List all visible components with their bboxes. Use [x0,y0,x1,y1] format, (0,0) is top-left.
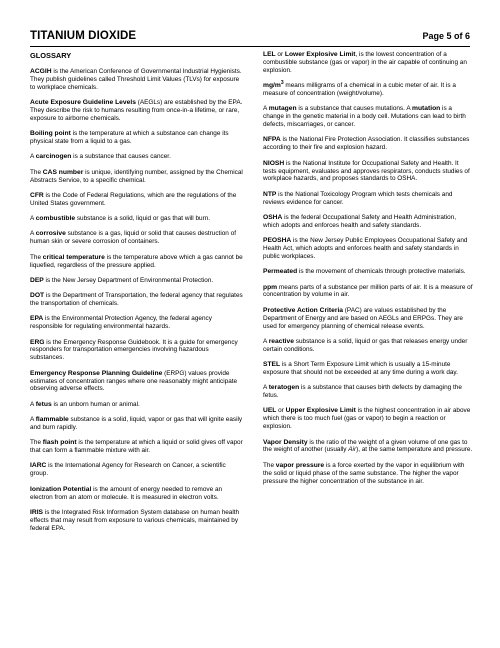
glossary-term: corrosive [35,230,66,238]
glossary-term: mutation [412,105,441,113]
glossary-term: mg/m [263,82,281,90]
glossary-entry [263,268,473,276]
entry-text: A [263,384,269,392]
entry-definition: is the National Toxicology Program which tests chemicals and reviews evidence for cancer. [263,190,453,206]
glossary-term: EPA [30,315,44,323]
entry-definition: (PAC) are values established by the Department of Energy and are based on AEGLs and ERPGs. They are used for emergency planning of chemical release events. [263,306,463,330]
glossary-entry [263,51,473,75]
glossary-entry [263,214,473,230]
entry-definition: is the New Jersey Public Employees Occupational Safety and Health Act, which adopts and enforces health and safety standards in public workplaces. [263,237,468,260]
glossary-entry [263,338,473,354]
glossary-term: Emergency Response Planning Guideline [30,369,163,377]
entry-definition: is the National Fire Protection Association. It classifies substances according to their fire and explosion hazard. [263,136,470,152]
glossary-term: Lower Explosive Limit [284,51,356,58]
glossary-term: reactive [268,337,294,345]
glossary-entry [30,254,244,270]
entry-definition: is an unborn human or animal. [51,400,140,408]
entry-definition: (ERPG) values provide estimates of concentration ranges where one reasonably might anticipate observing adverse effects. [30,369,238,393]
page-header [30,30,470,46]
entry-definition: is a force exerted by the vapor in equilibrium with the solid or liquid phase of the same substance. The higher the vapor pressure the higher concentration of the substance in air. [263,461,465,485]
glossary-term: teratogen [268,384,300,392]
entry-text: A [30,400,36,408]
glossary-entry [263,439,473,455]
entry-italic: Air [348,446,357,454]
glossary-term: LEL [263,51,276,58]
entry-definition: is the American Conference of Governmental Industrial Hygienists. They publish guidelines called Threshold Limit Values (TLVs) for exposure to workplace chemicals. [30,68,242,91]
glossary-entry [263,237,473,261]
glossary-entry [263,384,473,400]
entry-definition: is the National Institute for Occupational Safety and Health. It tests equipment, evaluates and approves respirators, conducts studies of workplace hazards, and proposes standards to OSHA. [263,159,470,183]
glossary-term: NIOSH [263,159,285,167]
glossary-term: IRIS [30,508,44,516]
entry-text: A [30,416,36,424]
entry-definition: substance is a solid, liquid or gas that releases energy under certain conditions. [263,337,468,353]
glossary-term: critical temperature [42,253,105,261]
glossary-entry [30,401,244,409]
glossary-term: combustible [35,215,76,223]
glossary-term: IARC [30,462,47,470]
glossary-term: DOT [30,292,45,300]
glossary-term: CAS number [42,168,84,176]
entry-text: The [30,253,43,261]
page-number: Page 5 of 6 [422,31,470,41]
entry-definition: is the temperature above which a gas cannot be liquefied, regardless of the pressure applied. [30,253,243,269]
glossary-entry [263,160,473,184]
entry-definition: is a substance that causes cancer. [71,153,171,161]
glossary-term: Upper Explosive Limit [285,407,356,415]
entry-definition: is the federal Occupational Safety and Health Administration, which adopts and enforces health and safety standards. [263,213,457,229]
glossary-term: Vapor Density [263,438,308,446]
glossary-term: Boiling point [30,130,71,138]
entry-text: A [263,105,269,113]
entry-definition: is the highest concentration in air above which there is too much fuel (gas or vapor) to begin a reaction or explosion. [263,407,471,431]
glossary-entry [30,169,244,185]
glossary-entry [30,215,244,223]
glossary-entry [263,79,473,98]
entry-definition: is the Emergency Response Guidebook. It is a guide for emergency responders for transportation emergencies involving hazardous substances. [30,338,238,362]
glossary-term: Ionization Potential [30,485,92,493]
entry-text: The [30,439,43,447]
entry-text: A [30,153,36,161]
glossary-entry [263,462,473,486]
entry-definition: is a substance that causes mutations. A [296,105,413,113]
entry-definition: , is the lowest concentration of a combustible substance (gas or vapor) in the air capable of continuing an explosion. [263,51,467,74]
glossary-term: flammable [35,416,69,424]
glossary-entry [263,361,473,377]
glossary-right-column [263,51,473,493]
glossary-term: PEOSHA [263,237,292,245]
glossary-entry [263,191,473,207]
glossary-entry [30,277,244,285]
glossary-entry [30,416,244,432]
glossary-entry [30,370,244,394]
glossary-term: STEL [263,361,281,369]
entry-definition: is a change in the genetic material in a body cell. Mutations can lead to birth defects, miscarriages, or cancer. [263,105,466,129]
glossary-term: mutagen [268,105,297,113]
document-title: TITANIUM DIOXIDE [30,30,137,42]
entry-definition: is the Environmental Protection Agency, the federal agency responsible for regulating environmental hazards. [30,315,212,331]
entry-definition: substance is a solid, liquid or gas that will burn. [75,215,211,223]
entry-definition: is a Short Term Exposure Limit which is usually a 15-minute exposure that should not be exceeded at any time during a work day. [263,361,458,376]
entry-definition: (AEGLs) are established by the EPA. They describe the risk to humans resulting from once-in-a lifetime, or rare, exposure to airborne chemicals. [30,99,243,122]
entry-definition: is the temperature at which a liquid or solid gives off vapor that can form a flammable mixture with air. [30,439,243,455]
glossary-term: UEL [263,407,277,415]
superscript: 3 [280,79,284,86]
entry-definition: means milligrams of a chemical in a cubic meter of air. It is a measure of concentration (weight/volume). [263,82,456,98]
glossary-term: NTP [263,190,277,198]
entry-definition: is the Code of Federal Regulations, which are the regulations of the United States government. [30,191,237,207]
glossary-entry [30,192,244,208]
entry-definition: is the ratio of the weight of a given volume of one gas to the weight of another (usually [263,438,468,454]
glossary-term: flash point [42,439,77,447]
entry-definition: is the International Agency for Research on Cancer, a scientific group. [30,462,226,478]
glossary-term: fetus [35,400,52,408]
entry-definition: substance is a gas, liquid or solid that causes destruction of human skin or severe corrosion of containers. [30,230,236,246]
glossary-entry [30,486,244,502]
header-rule [30,46,470,47]
entry-definition: means parts of a substance per million parts of air. It is a measure of concentration by volume in air. [263,283,473,299]
glossary-term: Protective Action Criteria [263,306,344,314]
glossary-term: vapor pressure [275,461,325,469]
entry-text: or [275,51,285,58]
glossary-term: NFPA [263,136,281,144]
glossary-entry [30,130,244,146]
entry-text: A [263,337,269,345]
glossary-term: CFR [30,191,44,199]
glossary-entry [30,339,244,363]
entry-definition: is the Department of Transportation, the federal agency that regulates the transportation of chemicals. [30,292,243,308]
entry-text: The [263,461,276,469]
entry-definition: is the New Jersey Department of Environmental Protection. [43,276,214,284]
glossary-term: Acute Exposure Guideline Levels [30,99,136,107]
glossary-entry [263,407,473,431]
entry-definition: is unique, identifying number, assigned by the Chemical Abstracts Service, to a specific chemical. [30,168,243,184]
glossary-entry [30,68,244,92]
glossary-entry [30,439,244,455]
entry-text: A [30,230,36,238]
glossary-term: OSHA [263,213,283,221]
entry-definition: is the Integrated Risk Information System database on human health effects that may result from exposure to various chemicals, maintained by federal EPA. [30,508,240,532]
entry-definition: is the temperature at which a substance can change its physical state from a liquid to a gas. [30,130,229,146]
entry-definition: is a substance that causes birth defects by damaging the fetus. [263,384,462,400]
entry-definition: is the amount of energy needed to remove an electron from an atom or molecule. It is measured in electron volts. [30,485,223,501]
entry-text: or [276,407,286,415]
glossary-term: Permeated [263,268,298,276]
glossary-entry [30,315,244,331]
entry-text: The [30,168,43,176]
glossary-entry [30,230,244,246]
entry-definition: substance is a solid, liquid, vapor or gas that will ignite easily and burn rapidly. [30,416,243,431]
glossary-left-column [30,51,244,540]
glossary-entry [30,292,244,308]
glossary-term: ACGIH [30,68,52,75]
glossary-term: carcinogen [35,153,72,161]
glossary-term: ERG [30,338,45,346]
glossary-entry [263,307,473,331]
glossary-entry [263,105,473,129]
glossary-entry [30,509,244,533]
glossary-entry [263,284,473,300]
glossary-entry [30,99,244,123]
glossary-term: DEP [30,276,44,284]
entry-definition: is the movement of chemicals through protective materials. [297,268,466,276]
entry-definition: ), at the same temperature and pressure. [356,446,473,454]
glossary-term: ppm [263,283,278,291]
section-title: GLOSSARY [30,51,72,60]
glossary-entry [30,462,244,478]
entry-text: A [30,215,36,223]
glossary-entry [263,136,473,152]
glossary-entry [30,153,244,161]
